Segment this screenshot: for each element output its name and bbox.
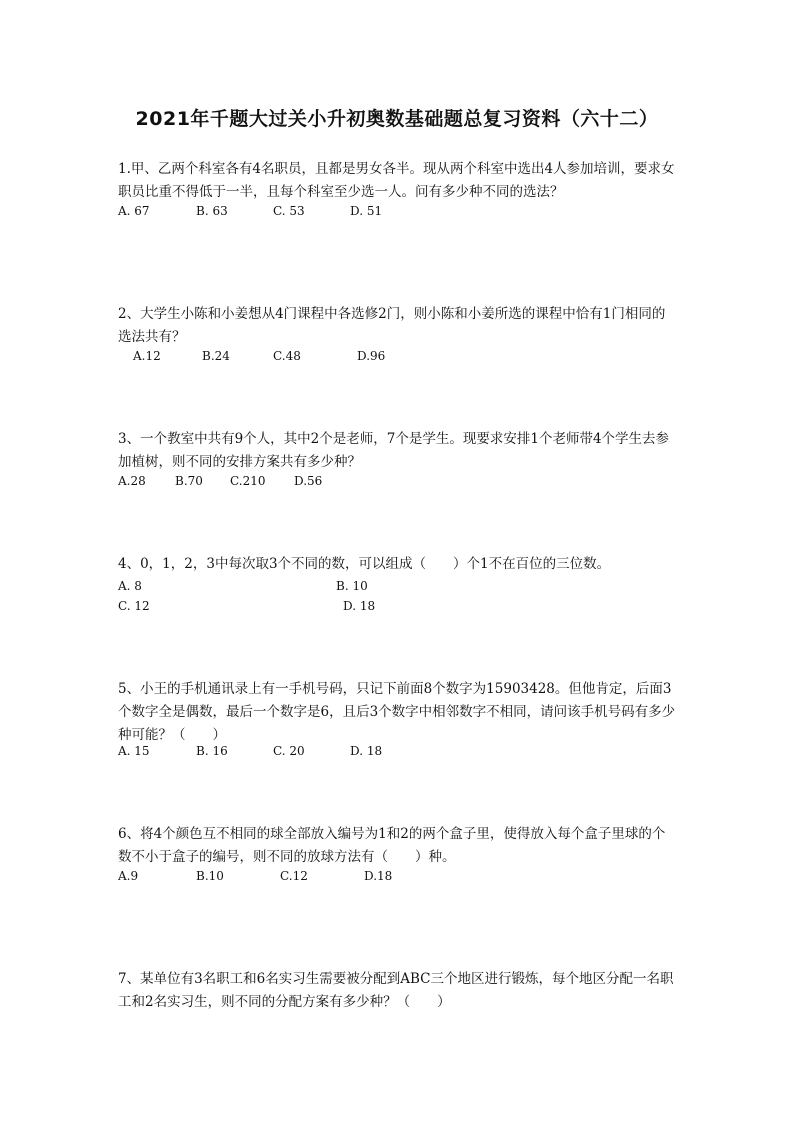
question-4-options-row1 (118, 579, 678, 597)
option-d: D. 18 (350, 744, 383, 758)
question-3-options (118, 474, 678, 492)
option-a: A.9 (118, 869, 139, 883)
option-a: A. 67 (118, 204, 150, 218)
option-a: A.28 (118, 474, 146, 488)
option-c: C. 12 (118, 599, 150, 613)
option-a: A. 8 (118, 579, 142, 593)
option-d: D.96 (357, 349, 386, 363)
option-b: B.10 (196, 869, 224, 883)
option-c: C. 20 (273, 744, 305, 758)
option-d: D.18 (364, 869, 393, 883)
option-b: B.24 (202, 349, 230, 363)
question-4-text: 4、0，1，2，3中每次取3个不同的数，可以组成（ ）个1不在百位的三位数。 (118, 556, 611, 572)
question-3-text: 3、一个教室中共有9个人，其中2个是老师，7个是学生。现要求安排1个老师带4个学生去参加植树，则不同的安排方案共有多少种？ (118, 431, 670, 470)
option-c: C.12 (280, 869, 308, 883)
option-c: C. 53 (273, 204, 305, 218)
option-a: A. 15 (118, 744, 150, 758)
page-title: 2021年千题大过关小升初奥数基础题总复习资料（六十二） (135, 108, 659, 130)
option-b: B. 10 (336, 579, 368, 593)
option-d: D. 18 (343, 599, 376, 613)
question-2-options (118, 349, 678, 367)
option-c: C.210 (230, 474, 266, 488)
option-b: B.70 (175, 474, 203, 488)
question-5-options (118, 744, 678, 762)
question-6-text: 6、将4个颜色互不相同的球全部放入编号为1和2的两个盒子里，使得放入每个盒子里球的个数不小于盒子的编号，则不同的放球方法有（ ）种。 (118, 826, 666, 865)
question-1-text: 1.甲、乙两个科室各有4名职员，且都是男女各半。现从两个科室中选出4人参加培训，要求女职员比重不得低于一半，且每个科室至少选一人。问有多少种不同的选法？ (118, 161, 675, 200)
option-b: B. 16 (196, 744, 228, 758)
question-5-text: 5、小王的手机通讯录上有一手机号码，只记下前面8个数字为15903428。但他肯定，后面3个数字全是偶数，最后一个数字是6，且后3个数字中相邻数字不相同，请问该手机号码有多少种可能？（ ） (118, 681, 676, 743)
question-4-options-row2 (118, 599, 678, 617)
option-d: D. 51 (350, 204, 383, 218)
question-6-options (118, 869, 678, 887)
question-1-options (118, 204, 678, 222)
option-d: D.56 (294, 474, 323, 488)
option-b: B. 63 (196, 204, 228, 218)
question-2-text: 2、大学生小陈和小姜想从4门课程中各选修2门，则小陈和小姜所选的课程中恰有1门相同的选法共有？ (118, 306, 666, 345)
option-a: A.12 (133, 349, 161, 363)
question-7-text: 7、某单位有3名职工和6名实习生需要被分配到ABC三个地区进行锻炼，每个地区分配一名职工和2名实习生，则不同的分配方案有多少种？（ ） (118, 971, 674, 1010)
option-c: C.48 (273, 349, 301, 363)
